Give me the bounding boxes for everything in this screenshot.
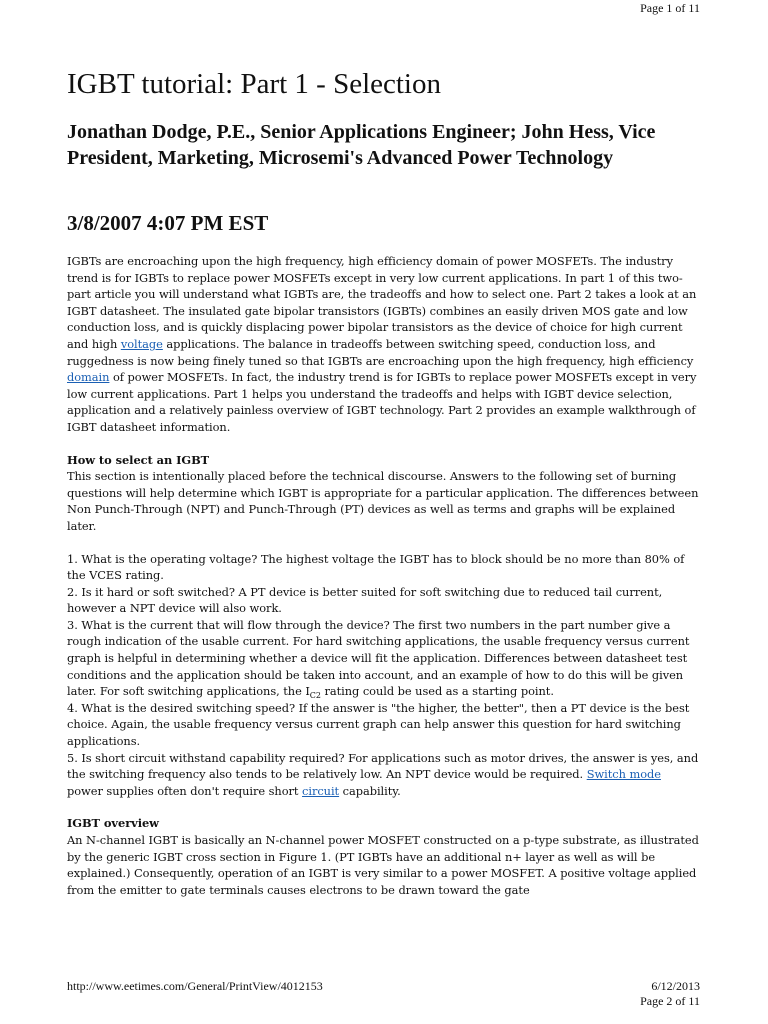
question-3-text-1: 3. What is the current that will flow through the device? The first two numbers in the part number give a rough indication of the usable current. For hard switching applications, the usable frequency versus current graph is helpful in determining whether a device will fit the application. Differences between datasheet test conditions and the application should be taken into account, and an example of how to do this will be given later. For soft switching applications, the I — [67, 617, 690, 699]
question-5-text-3: capability. — [339, 783, 401, 798]
select-igbt-paragraph: This section is intentionally placed before the technical discourse. Answers to the following set of burning questions will help determine which IGBT is appropriate for a particular application. The differences between Non Punch-Through (NPT) and Punch-Through (PT) devices as well as terms and graphs will be explained later. — [67, 469, 699, 533]
question-3-text-2: rating could be used as a starting point. — [320, 684, 554, 699]
question-5-text-2: power supplies often don't require short — [67, 783, 303, 798]
select-igbt-heading: How to select an IGBT — [67, 452, 210, 467]
question-5-text-1: 5. Is short circuit withstand capability required? For applications such as motor drives, the answer is yes, and the switching frequency also tends to be relatively low. An NPT device would be required. — [67, 750, 699, 782]
footer-url: http://www.eetimes.com/General/PrintView/4012153 — [67, 979, 323, 993]
igbt-overview-paragraph: An N-channel IGBT is basically an N-channel power MOSFET constructed on a p-type substrate, as illustrated by the generic IGBT cross section in Figure 1. (PT IGBTs have an additional n+ layer as well as will be explained.) Consequently, operation of an IGBT is very similar to a power MOSFET. A positive voltage applied from the emitter to gate terminals causes electrons to be drawn toward the gate — [67, 833, 699, 897]
question-4: 4. What is the desired switching speed? If the answer is "the higher, the better", then a PT device is the best choice. Again, the usable frequency versus current graph can help answer this question for hard switching applications. — [67, 700, 690, 749]
footer-date: 6/12/2013 — [651, 979, 700, 993]
question-1: 1. What is the operating voltage? The highest voltage the IGBT has to block should be no more than 80% of the VCES rating. — [67, 551, 685, 583]
question-2: 2. Is it hard or soft switched? A PT device is better suited for soft switching due to reduced tail current, however a NPT device will also work. — [67, 584, 663, 616]
article-body — [67, 253, 699, 898]
question-3-subscript: C2 — [309, 691, 321, 701]
link-voltage[interactable]: voltage — [120, 336, 163, 351]
intro-paragraph — [67, 253, 699, 436]
page-number-bottom: Page 2 of 11 — [640, 994, 700, 1008]
link-domain[interactable]: domain — [67, 370, 110, 385]
article-title: IGBT tutorial: Part 1 - Selection — [67, 68, 441, 100]
article-date: 3/8/2007 4:07 PM EST — [67, 211, 269, 235]
intro-text-2: applications. The balance in tradeoffs between switching speed, conduction loss, and ruggedness is now being finely tuned so that IGBTs are encroaching upon the high frequency, high efficiency — [67, 336, 694, 368]
questions-list — [67, 551, 699, 800]
intro-text-1: IGBTs are encroaching upon the high frequency, high efficiency domain of power MOSFETs. The industry trend is for IGBTs to replace power MOSFETs except in very low current applications. In part 1 of this two-part article you will understand what IGBTs are, the tradeoffs and how to select one. Part 2 takes a look at an IGBT datasheet. The insulated gate bipolar transistors (IGBTs) combines an easily driven MOS gate and low conduction loss, and is quickly displacing power bipolar transistors as the device of choice for high current and high — [67, 254, 697, 351]
question-5 — [67, 750, 699, 800]
intro-text-3: of power MOSFETs. In fact, the industry trend is for IGBTs to replace power MOSFETs except in very low current applications. Part 1 helps you understand the tradeoffs and helps with IGBT device selection, application and a relatively painless overview of IGBT technology. Part 2 provides an example walkthrough of IGBT datasheet information. — [67, 370, 697, 434]
article-authors: Jonathan Dodge, P.E., Senior Applications Engineer; John Hess, Vice President, Marketing, Microsemi's Advanced Power Technology — [67, 121, 656, 169]
page-number-top: Page 1 of 11 — [640, 1, 700, 15]
question-3 — [67, 617, 699, 700]
igbt-overview-heading: IGBT overview — [67, 816, 159, 831]
link-switch-mode[interactable]: Switch mode — [586, 767, 661, 782]
link-circuit[interactable]: circuit — [302, 783, 340, 798]
